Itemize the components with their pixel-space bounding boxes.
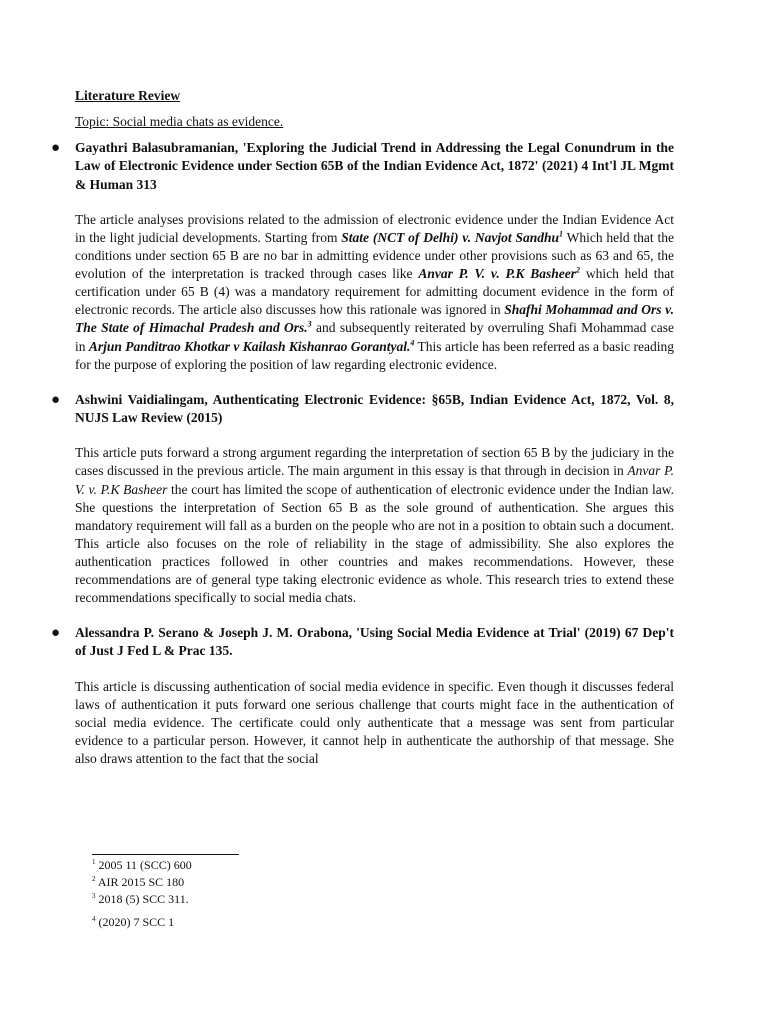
footnote-2 [92,874,192,891]
document-body [51,87,675,785]
footnote-number: 3 [92,892,96,900]
entry-paragraph [75,678,674,768]
footnote-divider [92,854,239,855]
case-citation: Anvar P. V. v. P.K Basheer [418,266,577,282]
page-title: Literature Review [75,88,181,103]
paragraph-text: which held that certification under 65 B (4) was a mandatory requirement for admitting document evidence in the form of electronic records. The article also discusses how this rationale was ignored in [75,266,674,318]
paragraph-text: the court has limited the scope of authentication of electronic evidence under the Indian law. She questions the interpretation of Section 65 B as the sole ground of authentication. She argues this mandatory requirement will fall as a burden on the people who are not in a position to obtain such a document. This article also focuses on the role of reliability in the stage of admissibility. She also explores the authentication practices followed in other countries and makes recommendations. However, these recommendations are of general type taking electronic evidence as whole. This research tries to extend these recommendations specifically to social media chats. [75,481,675,606]
paragraph-text: This article puts forward a strong argument regarding the interpretation of section 65 B by the judiciary in the cases discussed in the previous article. The main argument in this essay is that through in decision in [75,445,674,479]
bullet-icon: ● [51,391,61,408]
topic-line: Topic: Social media chats as evidence. [75,114,284,129]
footnote-number: 1 [92,858,96,866]
footnote-ref: 4 [410,338,415,348]
case-citation: Anvar P. V. v. P.K Basheer [75,463,674,497]
entry-paragraph [75,444,674,607]
paragraph-text: and subsequently reiterated by overruling Shafi Mohammad case in [75,320,674,354]
paragraph-text: This article is discussing authentication of social media evidence in specific. Even though it discusses federal laws of authentication it puts forward one serious challenge that courts might face in the authentication of social media evidence. The certificate could only authenticate that a message was sent from particular evidence to a particular person. However, it cannot help in authenticate the authorship of that message. She also draws attention to the fact that the social [75,678,674,767]
footnote-ref: 3 [307,319,312,329]
paragraph-text: Which held that the conditions under section 65 B are no bar in admitting evidence under other provisions such as 63 and 65, the evolution of the interpretation is tracked through cases like [75,229,674,282]
paragraph-text: The article analyses provisions related to the admission of electronic evidence under the Indian Evidence Act in the light judicial developments. Starting from [75,211,674,245]
footnote-ref: 1 [559,229,564,239]
paragraph-text: This article has been referred as a basic reading for the purpose of exploring the position of law regarding electronic evidence. [75,338,675,372]
footnotes [92,857,192,931]
footnote-text: 2018 (5) SCC 311. [95,892,189,906]
footnote-text: 2005 11 (SCC) 600 [95,858,192,872]
footnote-ref: 2 [576,265,581,275]
footnote-text: AIR 2015 SC 180 [95,875,185,889]
review-entry-3 [51,624,674,768]
bullet-icon: ● [51,140,61,156]
review-entry-2 [51,391,675,607]
case-citation: Arjun Panditrao Khotkar v Kailash Kishanrao Gorantyal. [88,338,411,354]
footnote-text: (2020) 7 SCC 1 [95,915,175,929]
footnote-4 [92,914,192,931]
footnote-number: 2 [92,875,96,883]
entry-paragraph [75,211,674,374]
entry-heading: Ashwini Vaidialingam, Authenticating Electronic Evidence: §65B, Indian Evidence Act, 1872, Vol. 8, NUJS Law Review (2015) [75,391,674,426]
footnote-1 [92,857,192,874]
entry-heading: Gayathri Balasubramanian, 'Exploring the Judicial Trend in Addressing the Legal Conundrum in the Law of Electronic Evidence under Section 65B of the Indian Evidence Act, 1872' (2021) 4 Int'l JL Mgmt & Human 313 [75,140,674,192]
footnote-number: 4 [92,915,96,923]
case-citation: State (NCT of Delhi) v. Navjot Sandhu [341,229,560,245]
bullet-icon: ● [51,625,61,642]
review-entry-1 [51,139,675,374]
entry-heading: Alessandra P. Serano & Joseph J. M. Orabona, 'Using Social Media Evidence at Trial' (2019) 67 Dep't of Just J Fed L & Prac 135. [75,625,674,659]
footnote-3 [92,891,192,908]
case-citation: Shafhi Mohammad and Ors v. The State of Himachal Pradesh and Ors. [75,302,674,336]
